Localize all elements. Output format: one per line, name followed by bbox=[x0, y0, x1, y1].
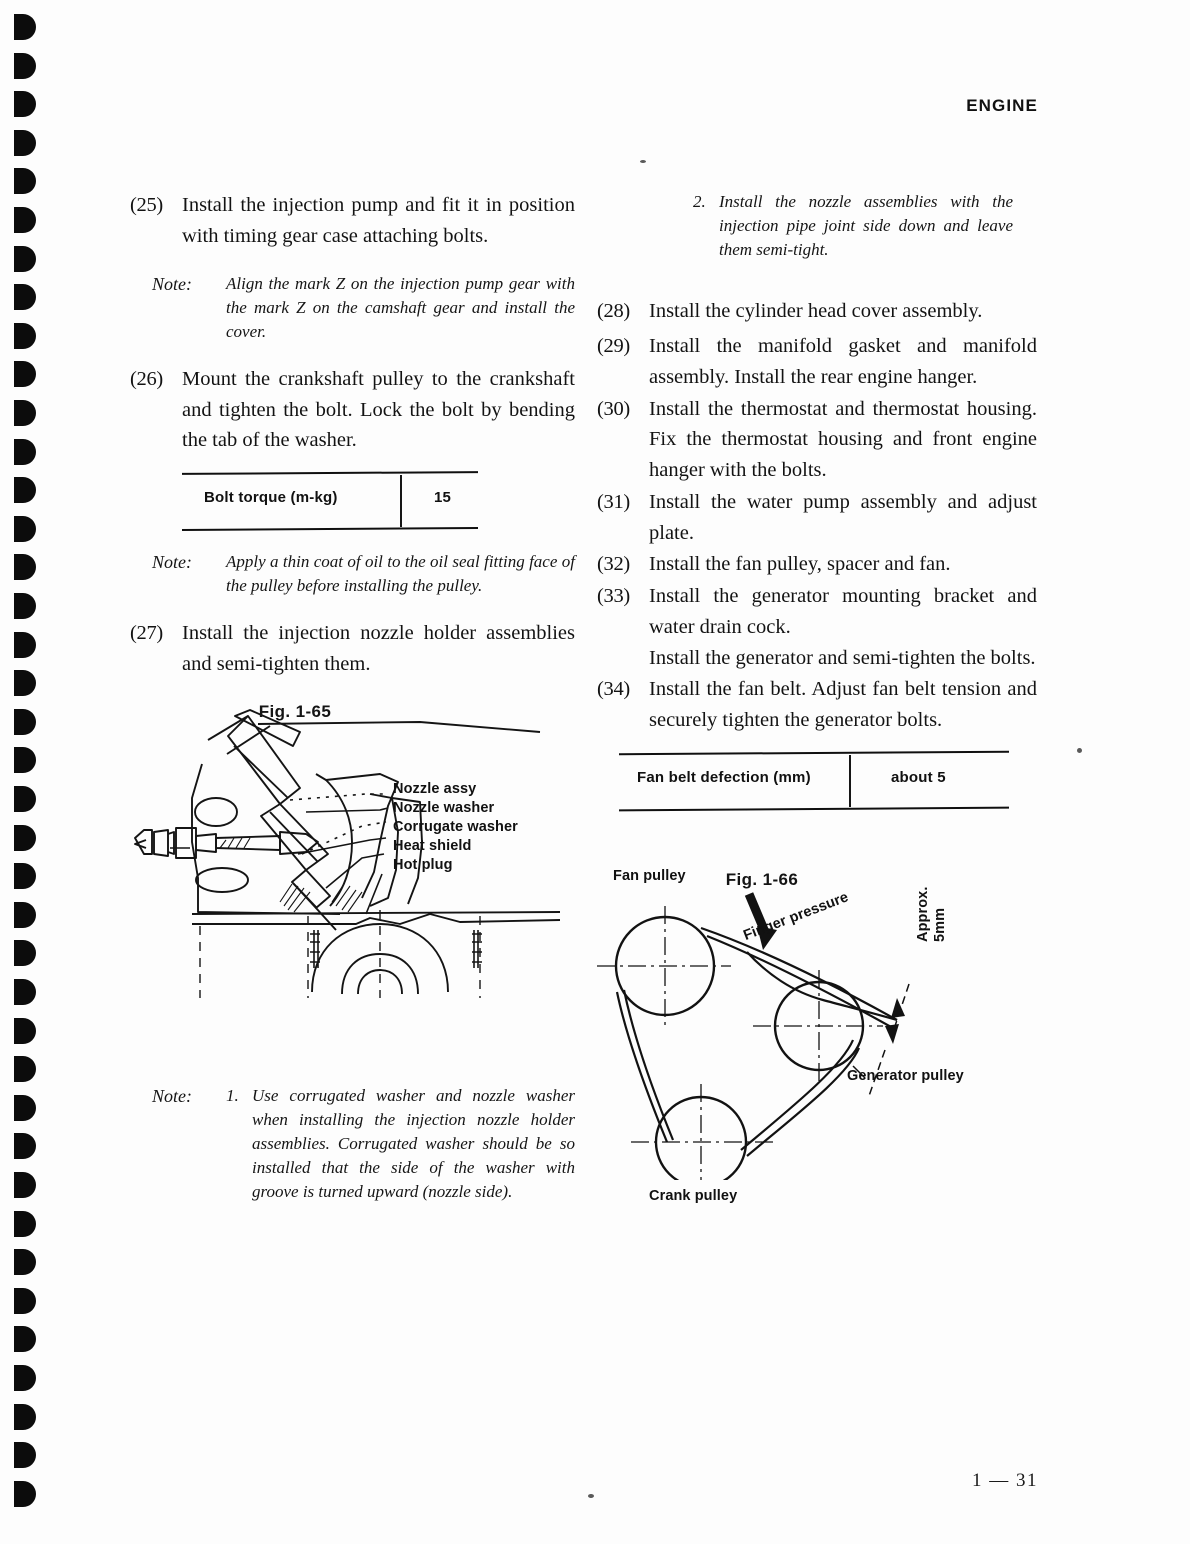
scan-speck bbox=[640, 160, 646, 163]
binding-hole bbox=[14, 709, 36, 735]
bolt-torque-label: Bolt torque (m-kg) bbox=[204, 489, 338, 507]
table-divider bbox=[849, 755, 851, 807]
binding-hole bbox=[14, 632, 36, 658]
binding-hole bbox=[14, 1095, 36, 1121]
binding-hole bbox=[14, 400, 36, 426]
binding-hole bbox=[14, 323, 36, 349]
fan-belt-deflection-label: Fan belt defection (mm) bbox=[637, 768, 811, 786]
right-column bbox=[597, 190, 1037, 1220]
binding-hole bbox=[14, 1288, 36, 1314]
binding-hole bbox=[14, 747, 36, 773]
binding-hole bbox=[14, 246, 36, 272]
binding-hole bbox=[14, 593, 36, 619]
step-32-number: (32) bbox=[597, 553, 630, 576]
note-nozzle-assemblies bbox=[693, 190, 1013, 262]
step-30-text: Install the thermostat and thermostat housing. Fix the thermostat housing and front engine hanger with the bolts. bbox=[649, 397, 1037, 482]
binding-hole bbox=[14, 1481, 36, 1507]
step-26-number: (26) bbox=[130, 367, 163, 390]
note-nozzle-text: Install the nozzle assemblies with the injection pipe joint side down and leave them semi-tight. bbox=[719, 192, 1013, 260]
left-column bbox=[130, 190, 575, 1225]
step-26-text: Mount the crankshaft pulley to the crankshaft and tighten the bolt. Lock the bolt by bending the tab of the washer. bbox=[182, 367, 575, 452]
scan-speck bbox=[588, 1494, 594, 1498]
binding-hole bbox=[14, 1249, 36, 1275]
note-marker: 2. bbox=[693, 192, 706, 211]
note-marker: 1. bbox=[226, 1085, 239, 1105]
note-label: Note: bbox=[152, 1085, 192, 1106]
binding-hole bbox=[14, 979, 36, 1005]
fan-belt-deflection-table bbox=[619, 752, 1009, 810]
binding-hole bbox=[14, 902, 36, 928]
step-28 bbox=[597, 296, 1037, 327]
table-bottom-rule bbox=[619, 807, 1009, 812]
binding-hole bbox=[14, 361, 36, 387]
spiral-binding bbox=[14, 14, 54, 1530]
step-33-body bbox=[649, 581, 1037, 673]
note-align-mark bbox=[152, 272, 575, 344]
binding-hole bbox=[14, 14, 36, 40]
step-29 bbox=[597, 331, 1037, 393]
fan-belt-deflection-value: about 5 bbox=[891, 768, 946, 786]
label-corrugate-washer: Corrugate washer bbox=[393, 819, 518, 836]
step-33-number: (33) bbox=[597, 585, 630, 608]
label-generator-pulley: Generator pulley bbox=[847, 1067, 964, 1084]
step-26 bbox=[130, 364, 575, 456]
step-27 bbox=[130, 618, 575, 680]
table-top-rule bbox=[182, 471, 478, 475]
label-hot-plug: Hot plug bbox=[393, 857, 453, 874]
binding-hole bbox=[14, 670, 36, 696]
label-finger-pressure: Finger pressure bbox=[741, 889, 851, 944]
step-29-number: (29) bbox=[597, 335, 630, 358]
binding-hole bbox=[14, 516, 36, 542]
figure-1-65-callouts bbox=[393, 780, 518, 876]
figure-1-65 bbox=[130, 702, 560, 1032]
label-heat-shield: Heat shield bbox=[393, 838, 472, 855]
label-fan-pulley: Fan pulley bbox=[613, 867, 686, 884]
binding-hole bbox=[14, 477, 36, 503]
binding-hole bbox=[14, 168, 36, 194]
note-oil-coat bbox=[152, 550, 575, 598]
binding-hole bbox=[14, 940, 36, 966]
binding-hole bbox=[14, 1172, 36, 1198]
figure-1-66 bbox=[597, 867, 997, 1220]
note-corrugated-text: Use corrugated washer and nozzle washer when installing the injection nozzle holder assemblies. Corrugated washer should be so installed that the side of the washer with groove is turned upward (nozzle side). bbox=[252, 1085, 575, 1202]
binding-hole bbox=[14, 786, 36, 812]
step-27-text: Install the injection nozzle holder assemblies and semi-tighten them. bbox=[182, 622, 575, 676]
label-approx-5mm: Approx. 5mm bbox=[915, 886, 948, 942]
binding-hole bbox=[14, 1133, 36, 1159]
step-25-text: Install the injection pump and fit it in position with timing gear case attaching bolts. bbox=[182, 194, 575, 247]
figure-1-65-caption: Fig. 1-65 bbox=[258, 701, 332, 721]
step-25 bbox=[130, 190, 575, 252]
binding-hole bbox=[14, 554, 36, 580]
step-32 bbox=[597, 549, 1037, 580]
note-align-text: Align the mark Z on the injection pump gear with the mark Z on the camshaft gear and install the cover. bbox=[226, 273, 575, 341]
label-nozzle-washer: Nozzle washer bbox=[393, 800, 495, 816]
scan-speck bbox=[1077, 748, 1082, 753]
binding-hole bbox=[14, 1404, 36, 1430]
note-oil-text: Apply a thin coat of oil to the oil seal fitting face of the pulley before installing the pulley. bbox=[226, 552, 575, 596]
binding-hole bbox=[14, 284, 36, 310]
binding-hole bbox=[14, 825, 36, 851]
step-33-text-line1: Install the generator mounting bracket and water drain cock. bbox=[649, 585, 1037, 638]
binding-hole bbox=[14, 1056, 36, 1082]
step-32-text: Install the fan pulley, spacer and fan. bbox=[649, 553, 951, 576]
bolt-torque-value: 15 bbox=[434, 489, 452, 507]
label-nozzle-assy: Nozzle assy bbox=[393, 780, 477, 797]
label-crank-pulley: Crank pulley bbox=[649, 1187, 738, 1204]
binding-hole bbox=[14, 1442, 36, 1468]
step-34 bbox=[597, 674, 1037, 736]
page-number: 1 — 31 bbox=[972, 1470, 1038, 1491]
note-corrugated-washer bbox=[152, 1084, 575, 1205]
step-33-text-line2: Install the generator and semi-tighten the bolts. bbox=[649, 646, 1036, 669]
binding-hole bbox=[14, 53, 36, 79]
step-34-number: (34) bbox=[597, 678, 630, 701]
binding-hole bbox=[14, 1365, 36, 1391]
step-33 bbox=[597, 581, 1037, 673]
binding-hole bbox=[14, 91, 36, 117]
step-30 bbox=[597, 394, 1037, 486]
scan-speck bbox=[1092, 1012, 1101, 1034]
step-28-text: Install the cylinder head cover assembly. bbox=[649, 300, 983, 323]
table-divider bbox=[400, 475, 402, 527]
binding-hole bbox=[14, 207, 36, 233]
page-header-title: ENGINE bbox=[966, 96, 1038, 115]
bolt-torque-table bbox=[182, 472, 478, 530]
step-27-number: (27) bbox=[130, 622, 163, 645]
binding-hole bbox=[14, 1326, 36, 1352]
step-25-number: (25) bbox=[130, 194, 163, 216]
binding-hole bbox=[14, 439, 36, 465]
step-34-text: Install the fan belt. Adjust fan belt tension and securely tighten the generator bolts. bbox=[649, 678, 1037, 732]
figure-1-66-caption: Fig. 1-66 bbox=[725, 869, 799, 889]
step-28-number: (28) bbox=[597, 300, 630, 323]
step-29-text: Install the manifold gasket and manifold assembly. Install the rear engine hanger. bbox=[649, 335, 1037, 388]
binding-hole bbox=[14, 130, 36, 156]
table-bottom-rule bbox=[182, 527, 478, 531]
step-31-number: (31) bbox=[597, 490, 630, 513]
step-30-number: (30) bbox=[597, 397, 630, 420]
binding-hole bbox=[14, 1018, 36, 1044]
note-label: Note: bbox=[152, 273, 192, 294]
step-31-text: Install the water pump assembly and adjust plate. bbox=[649, 490, 1037, 544]
note-label: Note: bbox=[152, 552, 192, 573]
step-31 bbox=[597, 487, 1037, 549]
table-top-rule bbox=[619, 751, 1009, 755]
binding-hole bbox=[14, 863, 36, 889]
binding-hole bbox=[14, 1211, 36, 1237]
